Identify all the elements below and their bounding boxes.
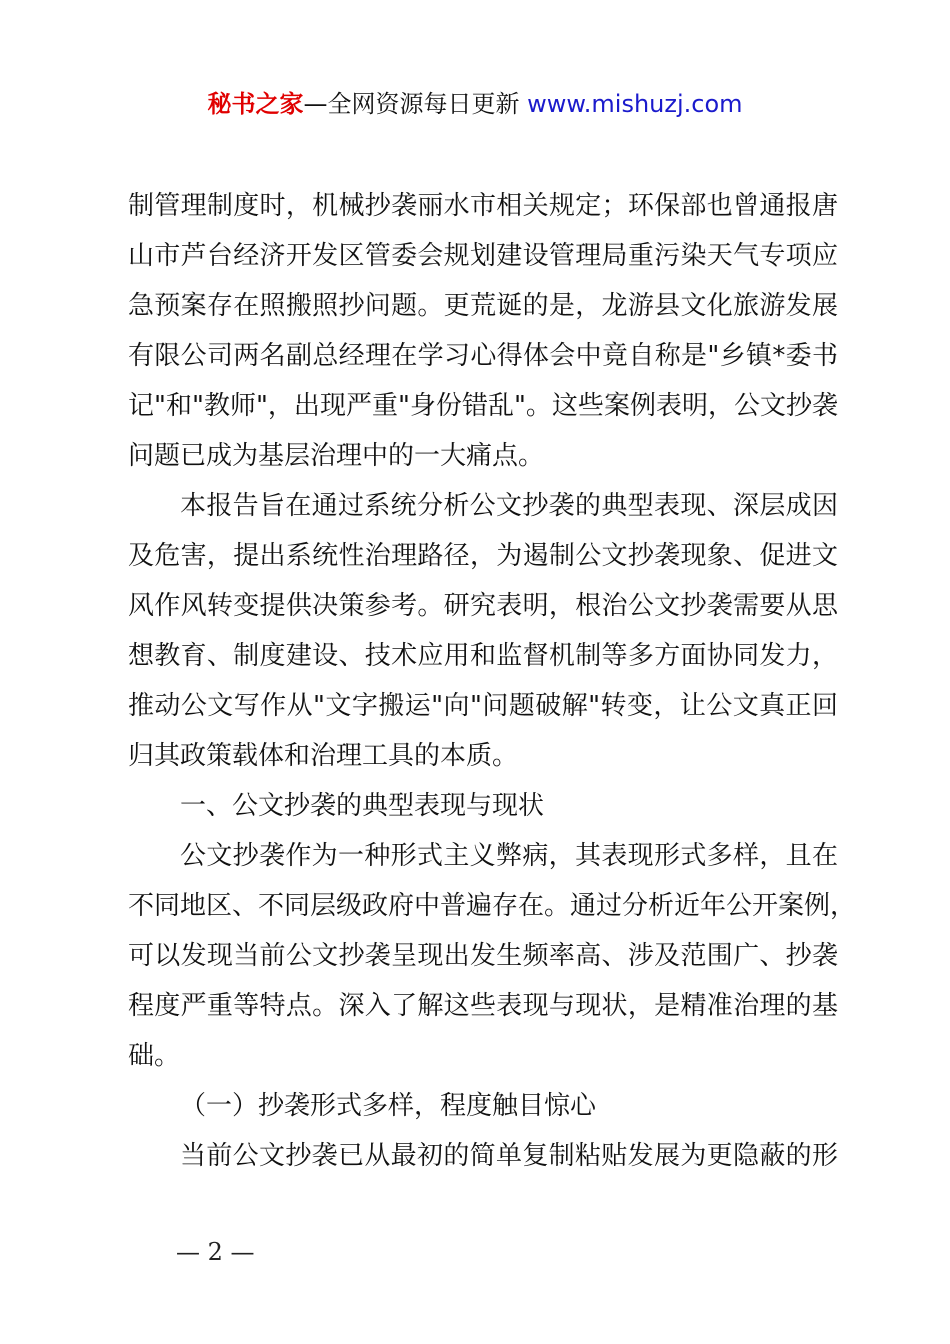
paragraph-line: 山市芦台经济开发区管委会规划建设管理局重污染天气专项应 [128, 241, 838, 271]
paragraph-line: 制管理制度时，机械抄袭丽水市相关规定；环保部也曾通报唐 [128, 191, 838, 221]
paragraph-line: 想教育、制度建设、技术应用和监督机制等多方面协同发力， [128, 641, 838, 671]
site-brand: 秘书之家 [207, 90, 304, 118]
paragraph-line: 程度严重等特点。深入了解这些表现与现状，是精准治理的基 [128, 991, 838, 1021]
paragraph-line: 急预案存在照搬照抄问题。更荒诞的是，龙游县文化旅游发展 [128, 291, 838, 321]
paragraph-line: 不同地区、不同层级政府中普遍存在。通过分析近年公开案例， [128, 891, 857, 921]
paragraph-line: 公文抄袭作为一种形式主义弊病，其表现形式多样，且在 [180, 841, 838, 871]
paragraph-line: 及危害，提出系统性治理路径，为遏制公文抄袭现象、促进文 [128, 541, 838, 571]
paragraph-line: 有限公司两名副总经理在学习心得体会中竟自称是"乡镇*委书 [128, 341, 838, 371]
section-heading: 一、公文抄袭的典型表现与现状 [180, 791, 545, 821]
paragraph-line: 风作风转变提供决策参考。研究表明，根治公文抄袭需要从思 [128, 591, 838, 621]
paragraph-line: 归其政策载体和治理工具的本质。 [128, 741, 519, 771]
paragraph-line: 可以发现当前公文抄袭呈现出发生频率高、涉及范围广、抄袭 [128, 941, 838, 971]
paragraph-line: 记"和"教师"，出现严重"身份错乱"。这些案例表明，公文抄袭 [128, 391, 838, 421]
subsection-heading: （一）抄袭形式多样，程度触目惊心 [180, 1091, 597, 1121]
paragraph-line: 础。 [128, 1041, 181, 1071]
paragraph-line: 当前公文抄袭已从最初的简单复制粘贴发展为更隐蔽的形 [180, 1141, 838, 1171]
paragraph-line: 问题已成为基层治理中的一大痛点。 [128, 441, 545, 471]
site-tagline: —全网资源每日更新 [303, 90, 520, 118]
page-number: — 2 — [176, 1238, 255, 1266]
paragraph-line: 本报告旨在通过系统分析公文抄袭的典型表现、深层成因 [180, 491, 838, 521]
paragraph-line: 推动公文写作从"文字搬运"向"问题破解"转变，让公文真正回 [128, 691, 838, 721]
site-url-link[interactable]: www.mishuzj.com [527, 90, 743, 118]
document-body [128, 181, 857, 1181]
site-header [0, 86, 950, 122]
